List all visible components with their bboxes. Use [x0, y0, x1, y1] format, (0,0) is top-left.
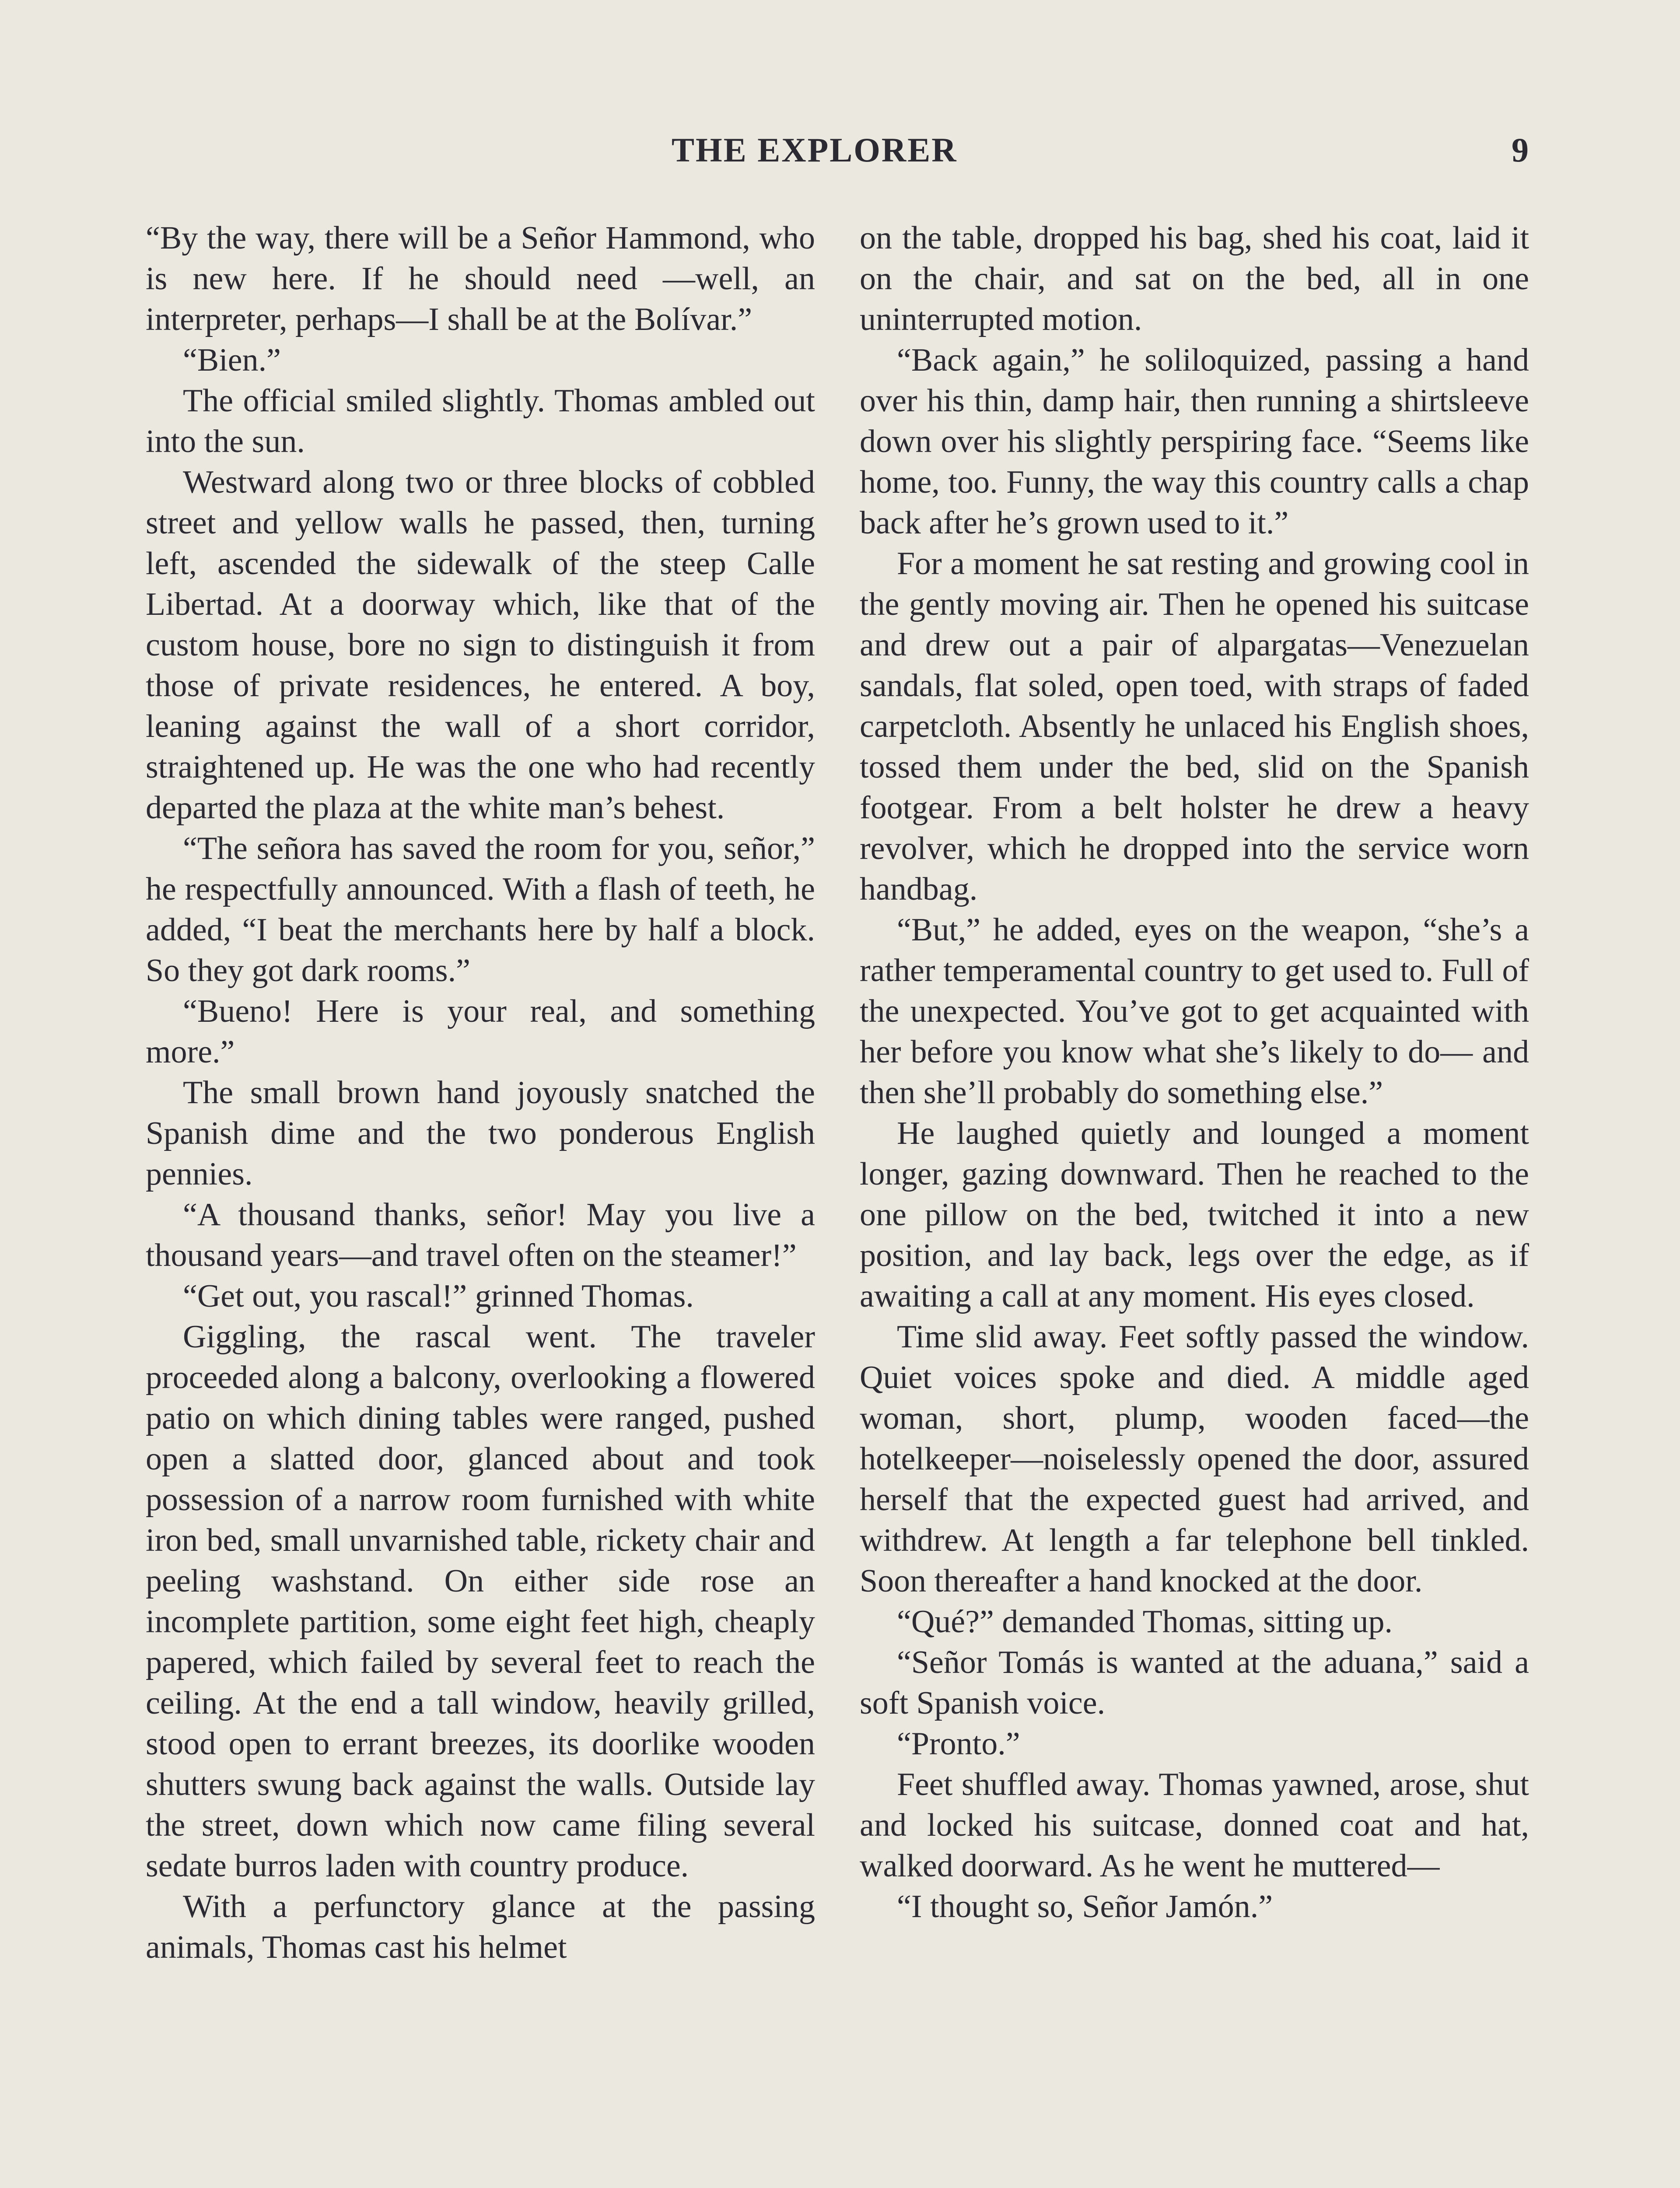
- paragraph: He laughed quietly and lounged a moment longer, gazing downward. Then he reached to the one pillow on the bed, twitched it into a new position, and lay back, legs over the edge, as if awaiting a call at any moment. His eyes closed.: [860, 1115, 1529, 1314]
- paragraph: “Qué?” demanded Thomas, sitting up.: [897, 1604, 1393, 1640]
- page-header: [0, 130, 1680, 179]
- paragraph: “But,” he added, eyes on the weapon, “she’s a rather temperamental country to get used to. Full of the unexpected. You’ve got to get acquainted with her before you know what she’s likely to do— and then she’ll probably do something else.”: [860, 912, 1529, 1111]
- paragraph: “The señora has saved the room for you, señor,” he respectfully announced. With a flash of teeth, he added, “I beat the merchants here by half a block. So they got dark rooms.”: [146, 831, 815, 989]
- paragraph: on the table, dropped his bag, shed his coat, laid it on the chair, and sat on the bed, all in one uninterrupted motion.: [860, 220, 1529, 337]
- paragraph: With a perfunctory glance at the passing animals, Thomas cast his helmet: [146, 1889, 815, 1965]
- paragraph: Giggling, the rascal went. The traveler proceeded along a balcony, overlooking a flowered patio on which dining tables were ranged, pushed open a slatted door, glanced about and took possession of a narrow room furnished with white iron bed, small unvarnished table, rickety chair and peeling washstand. On either side rose an incomplete partition, some eight feet high, cheaply papered, which failed by several feet to reach the ceiling. At the end a tall window, heavily grilled, stood open to errant breezes, its doorlike wooden shutters swung back against the walls. Outside lay the street, down which now came filing several sedate burros laden with country produce.: [146, 1319, 815, 1884]
- paragraph: “Back again,” he soliloquized, passing a hand over his thin, damp hair, then running a shirtsleeve down over his slightly perspiring face. “Seems like home, too. Funny, the way this country calls a chap back after he’s grown used to it.”: [860, 342, 1529, 541]
- left-column: [146, 218, 815, 1968]
- paragraph: Westward along two or three blocks of cobbled street and yellow walls he passed, then, turning left, ascended the sidewalk of the steep Calle Libertad. At a doorway which, like that of the custom house, bore no sign to distinguish it from those of private residences, he entered. A boy, leaning against the wall of a short corridor, straightened up. He was the one who had recently departed the plaza at the white man’s behest.: [146, 464, 815, 826]
- paragraph: “Get out, you rascal!” grinned Thomas.: [183, 1278, 694, 1314]
- paragraph: Time slid away. Feet softly passed the window. Quiet voices spoke and died. A middle aged woman, short, plump, wooden faced—the hotelkeeper—noiselessly opened the door, assured herself that the expected guest had arrived, and withdrew. At length a far telephone bell tinkled. Soon thereafter a hand knocked at the door.: [860, 1319, 1529, 1599]
- paragraph: For a moment he sat resting and growing cool in the gently moving air. Then he opened his suitcase and drew out a pair of alpargatas—Venezuelan sandals, flat soled, open toed, with straps of faded carpetcloth. Absently he unlaced his English shoes, tossed them under the bed, slid on the Spanish footgear. From a belt holster he drew a heavy revolver, which he dropped into the service worn handbag.: [860, 546, 1529, 907]
- page-number: 9: [1512, 131, 1529, 169]
- paragraph: “Bueno! Here is your real, and something more.”: [146, 993, 815, 1070]
- paragraph: Feet shuffled away. Thomas yawned, arose, shut and locked his suitcase, donned coat and hat, walked doorward. As he went he muttered—: [860, 1767, 1529, 1884]
- paragraph: “A thousand thanks, señor! May you live a thousand years—and travel often on the steamer!”: [146, 1197, 815, 1273]
- paragraph: “By the way, there will be a Señor Hammond, who is new here. If he should need —well, an interpreter, perhaps—I shall be at the Bolívar.”: [146, 220, 815, 337]
- paragraph: “Bien.”: [183, 342, 281, 378]
- paragraph: “Señor Tomás is wanted at the aduana,” said a soft Spanish voice.: [860, 1645, 1529, 1721]
- paragraph: “Pronto.”: [897, 1726, 1020, 1762]
- paragraph: The official smiled slightly. Thomas ambled out into the sun.: [146, 383, 815, 459]
- paragraph: “I thought so, Señor Jamón.”: [897, 1889, 1273, 1925]
- running-title: THE EXPLORER: [672, 131, 958, 169]
- paragraph: The small brown hand joyously snatched the Spanish dime and the two ponderous English pennies.: [146, 1075, 815, 1192]
- right-column: [860, 218, 1529, 1927]
